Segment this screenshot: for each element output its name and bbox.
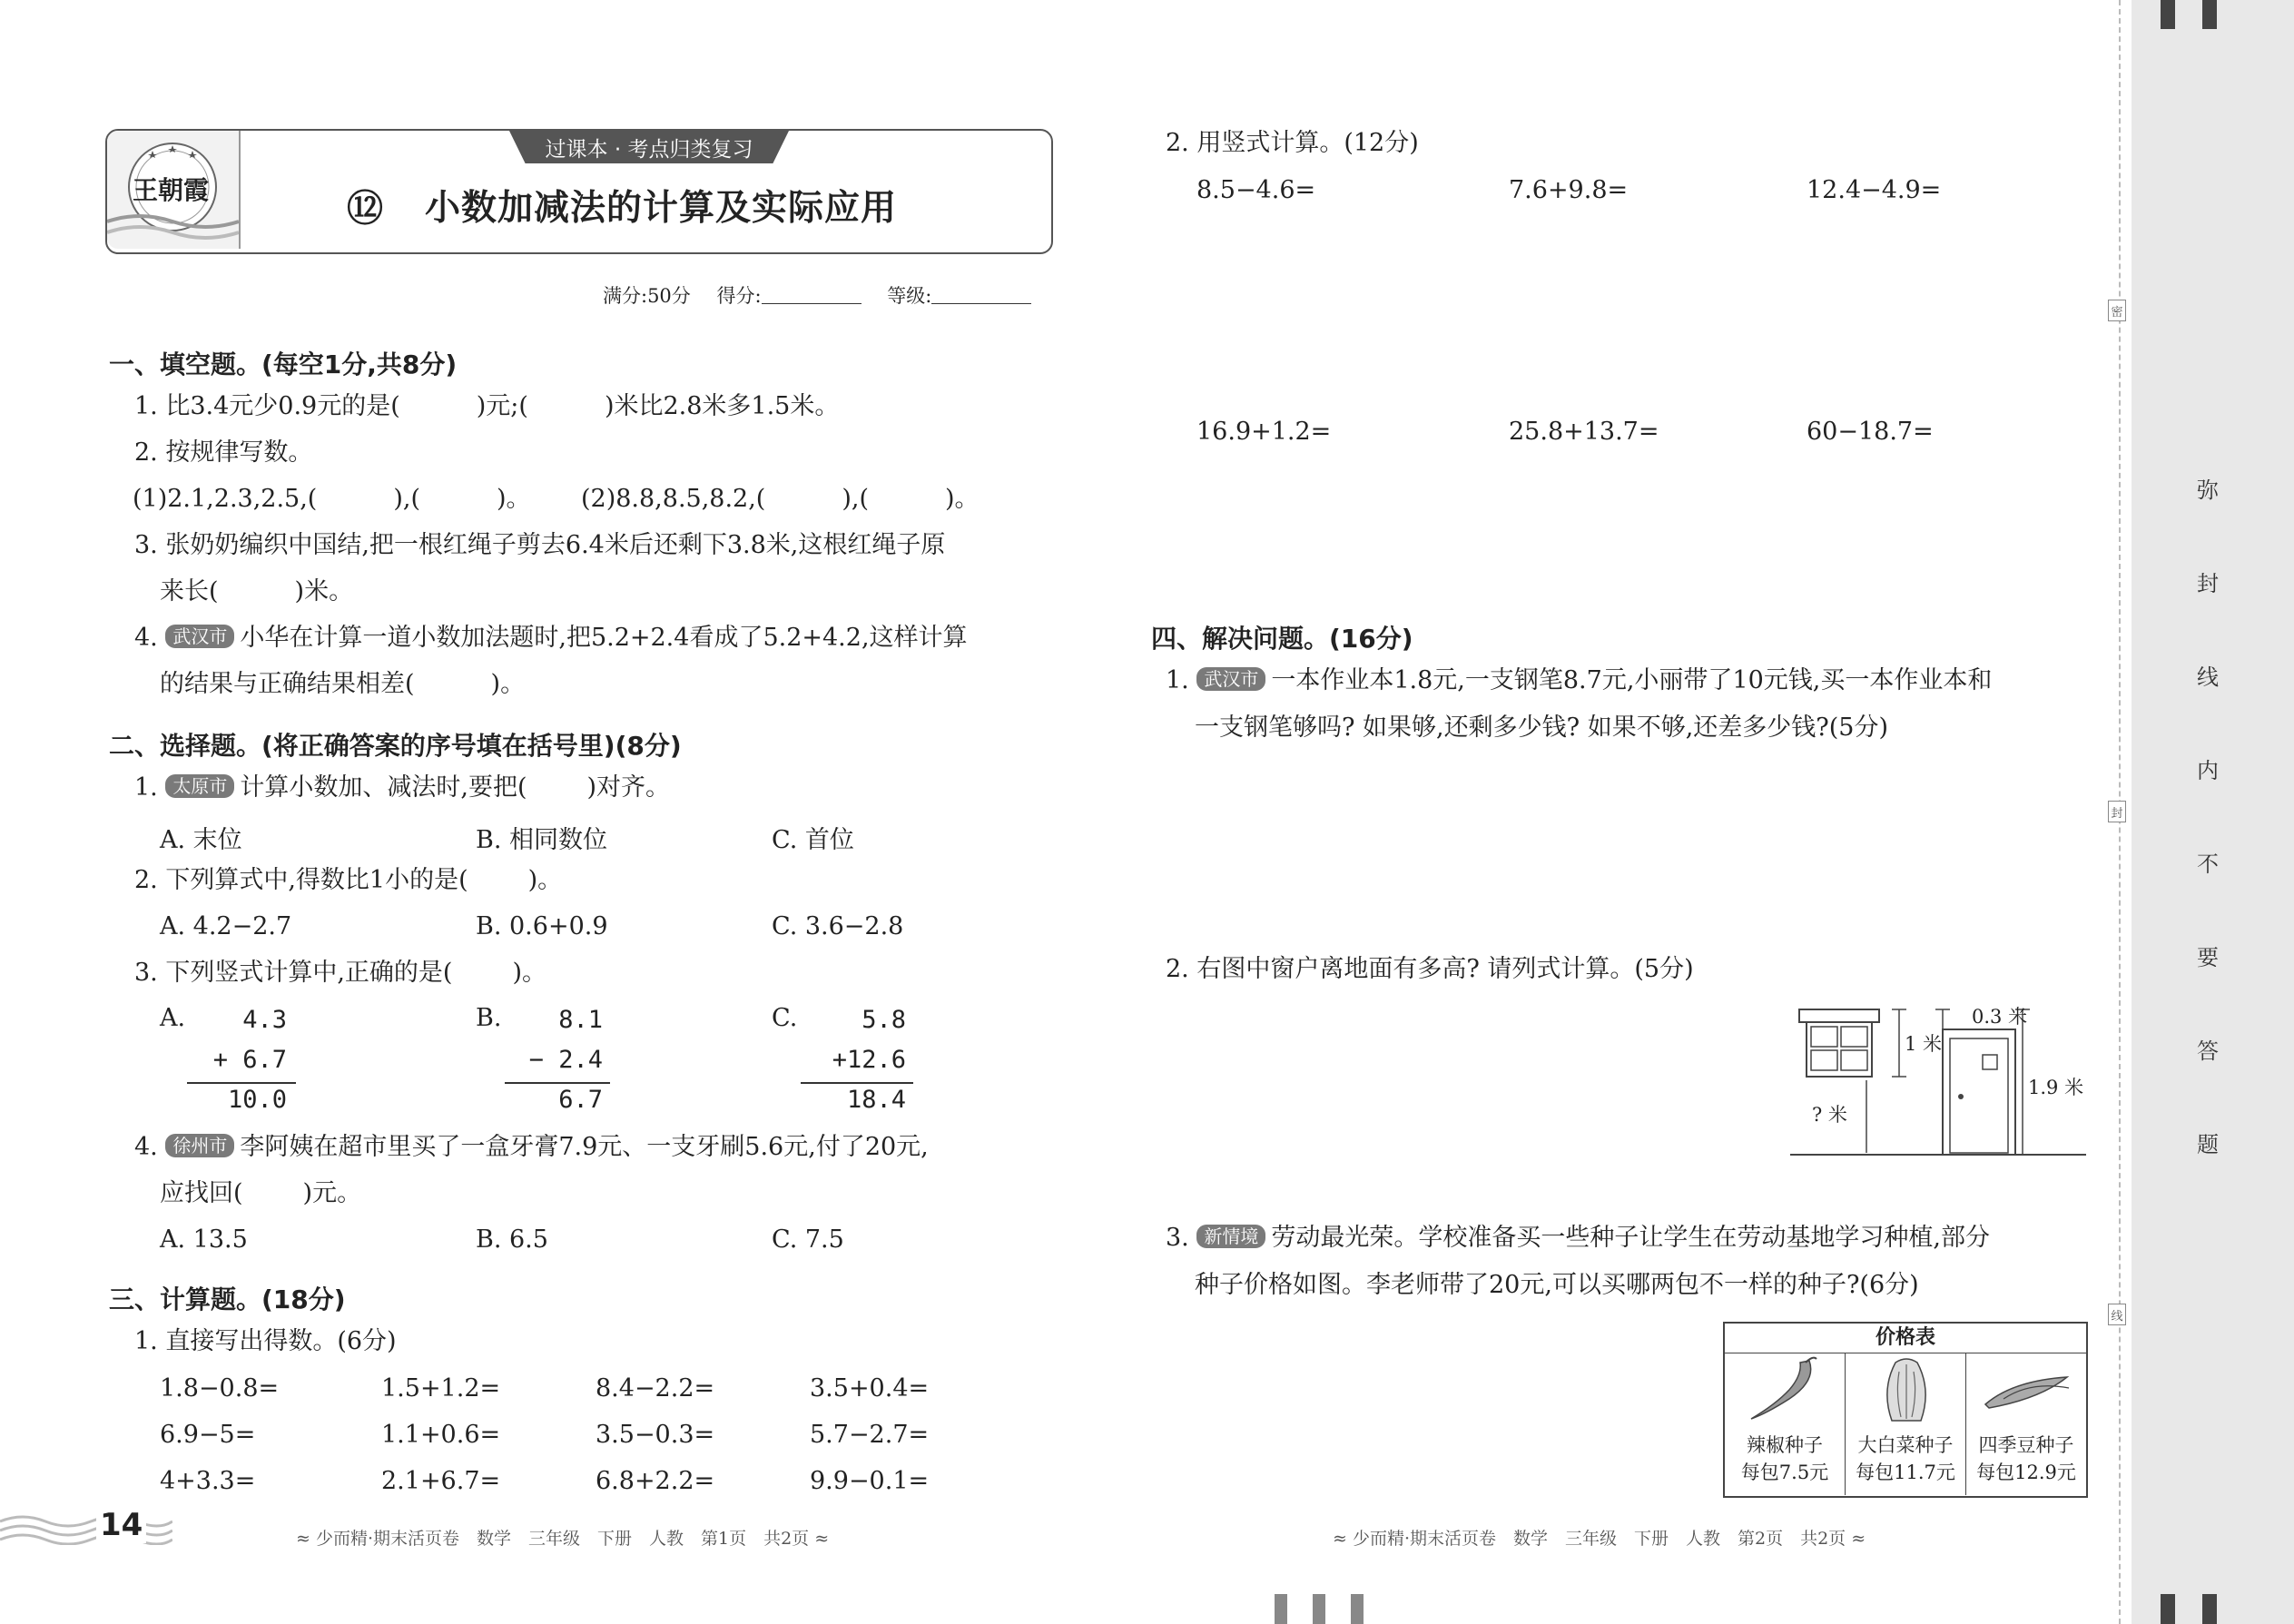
s1-q4-line2: 的结果与正确结果相差( )。 bbox=[160, 670, 526, 698]
label-1m: 1 米 bbox=[1905, 1033, 1943, 1055]
calc-item: 9.9−0.1= bbox=[810, 1467, 930, 1495]
s1-q2-1: (1)2.1,2.3,2.5,( ),( )。 bbox=[133, 485, 531, 513]
cabbage-icon bbox=[1846, 1353, 1964, 1428]
top-bar bbox=[2202, 0, 2217, 29]
score-label: 得分: bbox=[716, 285, 762, 307]
s2-q1-option-c: C. 首位 bbox=[772, 826, 854, 854]
s2-q4-option-c: C. 7.5 bbox=[772, 1225, 844, 1254]
bean-icon bbox=[1967, 1353, 2085, 1428]
seal-mark: 线 bbox=[2108, 1304, 2126, 1325]
price-item: 辣椒种子 每包7.5元 bbox=[1725, 1353, 1846, 1495]
calc-item: 1.5+1.2= bbox=[381, 1374, 501, 1403]
vertical-calc-item: 60−18.7= bbox=[1807, 418, 1934, 446]
s2-q1: 1. 太原市 计算小数加、减法时,要把( )对齐。 bbox=[134, 773, 671, 802]
label-0-3m: 0.3 米 bbox=[1972, 1006, 2028, 1028]
side-char: 封 bbox=[2197, 571, 2219, 596]
s2-q2-option-a: A. 4.2−2.7 bbox=[160, 912, 292, 940]
side-char: 线 bbox=[2197, 664, 2219, 690]
s1-q1: 1. 比3.4元少0.9元的是( )元;( )米比2.8米多1.5米。 bbox=[134, 392, 840, 420]
calc-item: 1.8−0.8= bbox=[160, 1374, 280, 1403]
section-3-heading: 三、计算题。(18分) bbox=[109, 1284, 346, 1314]
s3-q1: 1. 直接写出得数。(6分) bbox=[134, 1327, 397, 1355]
chili-icon bbox=[1726, 1353, 1844, 1428]
section-4-heading: 四、解决问题。(16分) bbox=[1151, 624, 1413, 654]
s2-q4-line1: 4. 徐州市 李阿姨在超市里买了一盒牙膏7.9元、一支牙刷5.6元,付了20元, bbox=[134, 1133, 929, 1161]
s4-q2: 2. 右图中窗户离地面有多高? 请列式计算。(5分) bbox=[1166, 955, 1694, 983]
s2-q4-line2: 应找回( )元。 bbox=[160, 1179, 362, 1207]
calc-item: 1.1+0.6= bbox=[381, 1421, 501, 1449]
logo-text: 王朝霞 bbox=[133, 175, 210, 205]
calc-item: 2.1+6.7= bbox=[381, 1467, 501, 1495]
logo bbox=[107, 131, 241, 249]
vertical-calc-item: 16.9+1.2= bbox=[1196, 418, 1332, 446]
side-char: 答 bbox=[2197, 1038, 2219, 1064]
price-table-title: 价格表 bbox=[1725, 1324, 2086, 1353]
grade-label: 等级: bbox=[887, 285, 932, 307]
calc-item: 5.7−2.7= bbox=[810, 1421, 930, 1449]
vertical-calc-item: 8.5−4.6= bbox=[1196, 176, 1316, 204]
calc-item: 6.9−5= bbox=[160, 1421, 256, 1449]
s2-q2: 2. 下列算式中,得数比1小的是( )。 bbox=[134, 866, 563, 894]
top-bar bbox=[2161, 0, 2175, 29]
bottom-bar bbox=[2202, 1594, 2217, 1624]
city-tag: 徐州市 bbox=[165, 1134, 234, 1157]
bottom-bar bbox=[1313, 1594, 1325, 1624]
label-1-9m: 1.9 米 bbox=[2028, 1077, 2084, 1098]
s4-q3-line2: 种子价格如图。李老师带了20元,可以买哪两包不一样的种子?(6分) bbox=[1195, 1271, 1919, 1299]
s2-q3: 3. 下列竖式计算中,正确的是( )。 bbox=[134, 959, 547, 987]
calc-item: 6.8+2.2= bbox=[596, 1467, 715, 1495]
full-score: 满分:50分 bbox=[603, 285, 691, 307]
calc-item: 4+3.3= bbox=[160, 1467, 256, 1495]
price-table bbox=[1723, 1322, 2088, 1498]
grade-blank[interactable] bbox=[931, 283, 1031, 304]
city-tag: 武汉市 bbox=[1196, 667, 1265, 691]
calc-item: 8.4−2.2= bbox=[596, 1374, 715, 1403]
s2-q2-option-b: B. 0.6+0.9 bbox=[476, 912, 608, 940]
bottom-bar bbox=[1351, 1594, 1364, 1624]
header-banner-text: 过课本 · 考点归类复习 bbox=[545, 138, 753, 162]
section-2-heading: 二、选择题。(将正确答案的序号填在括号里)(8分) bbox=[109, 731, 682, 761]
vertical-calc-item: 7.6+9.8= bbox=[1509, 176, 1629, 204]
s4-q3-line1: 3. 新情境 劳动最光荣。学校准备买一些种子让学生在劳动基地学习种植,部分 bbox=[1166, 1224, 1990, 1252]
context-tag: 新情境 bbox=[1196, 1225, 1265, 1248]
s4-q1-line1: 1. 武汉市 一本作业本1.8元,一支钢笔8.7元,小丽带了10元钱,买一本作业本和 bbox=[1166, 666, 1993, 694]
s2-q2-option-c: C. 3.6−2.8 bbox=[772, 912, 904, 940]
s4-q1-line2: 一支钢笔够吗? 如果够,还剩多少钱? 如果不够,还差多少钱?(5分) bbox=[1195, 714, 1889, 742]
footer-right: ≈ 少而精·期末活页卷 数学 三年级 下册 人教 第2页 共2页 ≈ bbox=[1333, 1529, 1866, 1549]
section-1-heading: 一、填空题。(每空1分,共8分) bbox=[109, 349, 458, 379]
vertical-calc-item: 12.4−4.9= bbox=[1807, 176, 1942, 204]
score-line bbox=[603, 283, 1031, 308]
seal-mark: 密 bbox=[2108, 300, 2126, 321]
s1-q2-2: (2)8.8,8.5,8.2,( ),( )。 bbox=[581, 485, 980, 513]
page-number: 14 bbox=[96, 1507, 146, 1543]
city-tag: 太原市 bbox=[165, 774, 234, 798]
score-blank[interactable] bbox=[762, 283, 861, 304]
bottom-bar bbox=[2161, 1594, 2175, 1624]
price-item: 大白菜种子 每包11.7元 bbox=[1846, 1353, 1966, 1495]
s1-q3-line2: 来长( )米。 bbox=[160, 577, 354, 605]
side-char: 要 bbox=[2197, 945, 2219, 970]
side-char: 题 bbox=[2197, 1132, 2219, 1157]
price-item: 四季豆种子 每包12.9元 bbox=[1966, 1353, 2086, 1495]
footer-wave-left bbox=[0, 1509, 172, 1545]
page-title: 小数加减法的计算及实际应用 bbox=[425, 188, 898, 229]
s1-q4-line1: 4. 武汉市 小华在计算一道小数加法题时,把5.2+2.4看成了5.2+4.2,这样计算 bbox=[134, 624, 968, 652]
s3-q2: 2. 用竖式计算。(12分) bbox=[1166, 129, 1419, 157]
s1-q2: 2. 按规律写数。 bbox=[134, 438, 313, 467]
s2-q4-option-b: B. 6.5 bbox=[476, 1225, 548, 1254]
seal-mark: 封 bbox=[2108, 801, 2126, 822]
side-char: 不 bbox=[2197, 851, 2219, 877]
bottom-bar bbox=[1275, 1594, 1287, 1624]
footer-left: ≈ 少而精·期末活页卷 数学 三年级 下册 人教 第1页 共2页 ≈ bbox=[296, 1529, 830, 1549]
side-char: 内 bbox=[2197, 758, 2219, 783]
s2-q1-option-a: A. 末位 bbox=[160, 826, 242, 854]
s2-q1-option-b: B. 相同数位 bbox=[476, 826, 608, 854]
label-unknown: ? 米 bbox=[1812, 1104, 1847, 1126]
lesson-number: ⑫ bbox=[347, 188, 383, 230]
calc-item: 3.5+0.4= bbox=[810, 1374, 930, 1403]
vertical-calc-item: 25.8+13.7= bbox=[1509, 418, 1659, 446]
city-tag: 武汉市 bbox=[165, 625, 234, 648]
binding-margin bbox=[2132, 0, 2294, 1624]
calc-item: 3.5−0.3= bbox=[596, 1421, 715, 1449]
s2-q4-option-a: A. 13.5 bbox=[160, 1225, 248, 1254]
side-char: 弥 bbox=[2197, 477, 2219, 503]
s1-q3-line1: 3. 张奶奶编织中国结,把一根红绳子剪去6.4米后还剩下3.8米,这根红绳子原 bbox=[134, 531, 946, 559]
